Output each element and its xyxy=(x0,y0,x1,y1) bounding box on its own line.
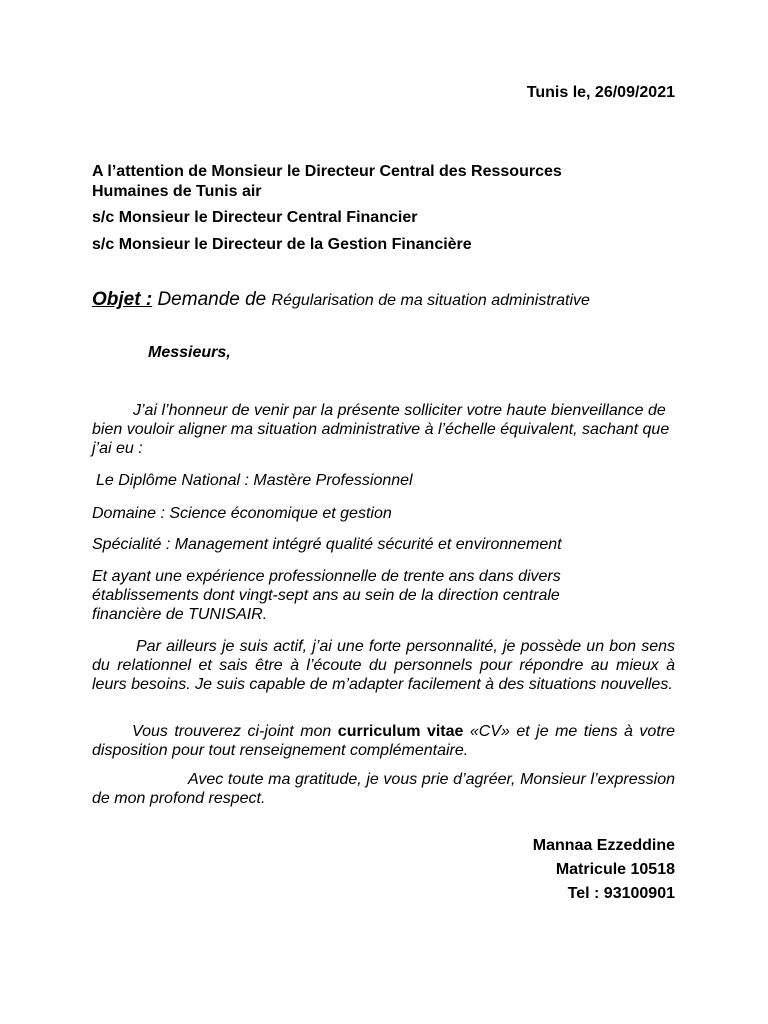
sc-line-1: s/c Monsieur le Directeur Central Financier xyxy=(92,209,418,226)
subject-label: Objet : xyxy=(92,289,153,310)
diploma-line: Le Diplôme National : Mastère Professionnel xyxy=(96,472,413,489)
closing-paragraph: Avec toute ma gratitude, je vous prie d’agréer, Monsieur l’expression de mon profond respect. xyxy=(92,771,675,807)
recipient-line-1: A l’attention de Monsieur le Directeur Central des Ressources xyxy=(92,163,562,180)
cv-text-2: «CV» et je me tiens à votre disposition pour tout renseignement complémentaire. xyxy=(92,723,675,759)
domain-line: Domaine : Science économique et gestion xyxy=(92,505,392,522)
signature-block xyxy=(533,834,675,906)
recipient-line-2: Humaines de Tunis air xyxy=(92,183,262,200)
cv-bold: curriculum vitae xyxy=(337,723,464,740)
salutation: Messieurs, xyxy=(148,344,231,361)
cv-text-1: Vous trouverez ci-joint mon xyxy=(132,723,338,740)
intro-paragraph: J’ai l’honneur de venir par la présente solliciter votre haute bienveillance de bien vouloir aligner ma situation administrative à l’échelle équivalent, sachant que j’ai eu : xyxy=(92,402,670,457)
specialty-line: Spécialité : Management intégré qualité sécurité et environnement xyxy=(92,536,562,553)
qualities-paragraph: Par ailleurs je suis actif, j’ai une forte personnalité, je possède un bon sens du relationnel et sais être à l’écoute du personnels pour répondre au mieux à leurs besoins. Je suis capable de m’adapter facilement à des situations nouvelles. xyxy=(92,638,675,693)
recipient-block xyxy=(92,162,562,202)
experience-paragraph: Et ayant une expérience professionnelle de trente ans dans divers établissements dont vingt-sept ans au sein de la direction centrale financière de TUNISAIR. xyxy=(92,568,561,623)
signature-name: Mannaa Ezzeddine xyxy=(532,837,675,854)
subject-text-1: Demande de xyxy=(152,289,272,310)
letter-date: Tunis le, 26/09/2021 xyxy=(526,84,675,101)
sc-line-2: s/c Monsieur le Directeur de la Gestion Financière xyxy=(92,236,472,253)
signature-tel: Tel : 93100901 xyxy=(567,885,675,902)
subject-line xyxy=(92,289,590,311)
signature-matricule: Matricule 10518 xyxy=(555,861,675,878)
subject-text-2: Régularisation de ma situation administrative xyxy=(271,292,590,309)
cv-paragraph xyxy=(92,722,675,760)
